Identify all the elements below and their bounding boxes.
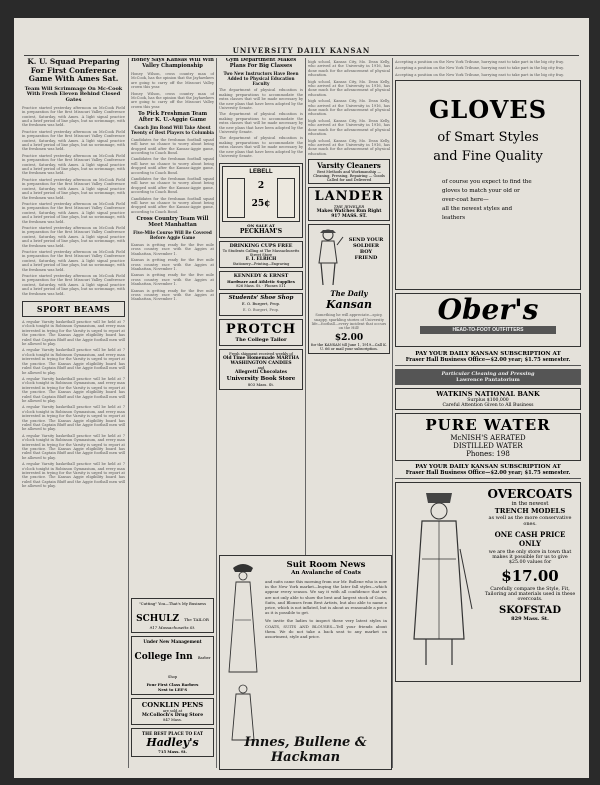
article-text: Accepting a position on the New York Tribune, hurrying east to take part in the big city fray.	[395, 72, 564, 77]
kansan-the-daily: The Daily	[330, 289, 368, 299]
subhead-gym: Two New Instructors Have Been Added to Physical Education Faculty	[223, 70, 299, 86]
tobacco-package	[222, 166, 300, 222]
article-text: Practice started yesterday afternoon on McCook Field in preparation for the first Missouri Valley Conference contest, Saturday, with Ames. A light signal practice and a brief period of line plays, but no scrimmage, with the freshmen was held.	[22, 153, 125, 176]
tobacco-brand: LEBELL	[249, 168, 273, 175]
elrich-services: Stationery—Printing—Engraving	[232, 261, 290, 266]
package-right	[277, 178, 295, 218]
tobacco-price: 25¢	[251, 198, 271, 209]
candies-address: 803 Mass. St.	[247, 381, 275, 387]
ad-gloves	[395, 80, 581, 290]
pantatorium-service: Particular Cleaning and Pressing	[441, 371, 535, 378]
kennedy-goods: Hardware and Athletic Supplies	[227, 278, 295, 284]
subscription-notice-1	[395, 351, 581, 366]
watkins-name: WATKINS NATIONAL BANK	[436, 390, 540, 399]
soldier-line-2: SOLDIER	[352, 243, 380, 250]
candies-and: and	[257, 365, 265, 370]
overcoats-compare: Carefully compare the Style, Fit, Tailoring and materials used in these overcoats.	[484, 587, 576, 603]
headline-honey: Honey Says Kansas Will Win Valley Championship	[131, 58, 214, 69]
ad-hadleys-address: 715 Mass. St.	[158, 749, 187, 754]
ad-watkins-bank	[395, 388, 581, 410]
water-brand: McNISH'S AERATED	[450, 434, 526, 443]
water-product: DISTILLED WATER	[453, 442, 523, 451]
overcoats-trench: TRENCH MODELS	[494, 507, 566, 516]
candies-intro: Fresh shipment received weekly of	[229, 351, 293, 356]
skofstad-name: SKOFSTAD	[498, 605, 561, 617]
article-text: Practice started yesterday afternoon on McCook Field in preparation for the first Missouri Valley Conference contest, Saturday, with Ames. A light signal practice and a brief period of line plays, but no scrimmage, with the freshmen was held.	[22, 129, 125, 152]
article-text: high school, Kansas City, Mo. Dean Kelly, who arrived at the University in 1916, has done much for the advancement of physical education.	[308, 60, 390, 78]
article-text: Accepting a position on the New York Tribune, hurrying east to take part in the big city fray.	[395, 60, 564, 64]
soldier-line-3: BOY	[359, 249, 373, 256]
shoe-shop-text: E. O. Burgert, Prop.	[242, 307, 280, 312]
suit-room-content	[265, 560, 387, 639]
subhead-cross-country: Five-Mile Course Will Be Covered Before Aggie Game	[133, 230, 212, 241]
ad-hadleys	[131, 728, 214, 757]
newspaper-page	[14, 18, 589, 778]
article-text: Kansas is getting ready for the five mile cross country race with the Aggies at Manhattan, November 1.	[131, 242, 214, 256]
package-left	[227, 178, 245, 218]
lander-address: 917 MASS. ST.	[331, 214, 367, 220]
shoe-shop-prop: E. O. Burgert, Prop.	[241, 300, 281, 306]
sport-text: A regular Varsity basketball practice will be held at 7 o'clock tonight in Robinson Gymnasium, and every man interested in trying for the Varsity is urged to report at the practice. The Kansas Aggie eligibility board has ruled that Captain Bluff and the Aggie football men will be allowed to play.	[22, 348, 125, 375]
watkins-surplus: Surplus $100,000	[467, 398, 509, 404]
article-text: Kansas is getting ready for the five mile cross country race with the Aggies at Manhattan, November 1.	[131, 258, 214, 271]
soldier-text	[345, 227, 387, 261]
sport-text: A regular Varsity basketball practice will be held at 7 o'clock tonight in Robinson Gymnasium, and every man interested in trying for the Varsity is urged to report at the practice. The Kansas Aggie eligibility board has ruled that Captain Bluff and the Aggie football men will be allowed to play.	[22, 462, 125, 489]
ad-conklin-sold: are sold at	[162, 709, 183, 713]
article-text: Kansas is getting ready for the five mile cross country race with the Aggies at Manhattan, November 1.	[131, 288, 214, 302]
ad-lebell-tobacco	[219, 163, 303, 238]
overcoats-title: OVERCOATS	[487, 487, 573, 502]
watkins-tagline: Careful Attention Given to All Business	[442, 403, 534, 409]
article-text: Candidates for the freshman football squad will have no chance to worry about being dropped until after the Kansas-Aggie game, according to Coach Bond.	[131, 196, 214, 214]
ad-schulz-address: 917 Massachusetts St.	[149, 625, 196, 630]
subscription-notice-2	[395, 464, 581, 479]
ad-protch	[219, 319, 303, 346]
obers-logo: Ober's	[437, 293, 539, 327]
column-rule	[392, 58, 393, 768]
column-rule	[216, 58, 217, 768]
masthead: UNIVERSITY DAILY KANSAN	[232, 46, 371, 55]
ad-pure-water	[395, 413, 581, 461]
ad-college-inn	[131, 636, 214, 695]
sport-text: A regular Varsity basketball practice will be held at 7 o'clock tonight in Robinson Gymnasium, and every man interested in trying for the Varsity is urged to report at the practice. The Kansas Aggie eligibility board has ruled that Captain Bluff and the Aggie football men will be allowed to play.	[22, 320, 125, 347]
ad-shoe-shop	[219, 293, 303, 316]
article-text: high school, Kansas City, Mo. Dean Kelly, who arrived at the University in 1916, has done much for the advancement of physical education.	[308, 99, 390, 117]
subscription-heading-2: PAY YOUR DAILY KANSAN SUBSCRIPTION AT	[415, 464, 561, 471]
article-text: Accepting a position on the New York Tribune, hurrying east to take part in the big city fray.	[395, 66, 564, 71]
suit-room-body: and suits came this morning from our Mr. Bullene who is now in the New York market—buying the later fall styles—which appear every season. We say it with all confidence that we are not only able to show the best and largest stock of Coats, Suits, and Blouses from Best Artists, but also able to name a price, which is not inflated, but is about as reasonable a price as it is possible to get.	[265, 579, 388, 616]
water-phone: Phones: 198	[466, 450, 510, 459]
gloves-line-2: of Smart Styles	[437, 130, 539, 146]
skofstad-address: 829 Mass. St.	[511, 616, 549, 623]
ad-conklin-store: McColloch's Drug Store	[141, 713, 204, 718]
ad-conklin-address: 847 Mass.	[163, 718, 182, 722]
ad-schulz-tagline: "Cutting" You—That's My Business	[138, 601, 207, 606]
column-1	[22, 58, 125, 768]
candies-store: University Book Store	[226, 375, 296, 382]
kansan-pitch: Something he will appreciate—spicy, snappy, sparkling stories of University life—football—every incident that occurs on the Hill!	[311, 313, 387, 331]
headline-freshman: To Pick Freshman Team After K. U.-Aggie Game	[137, 111, 208, 124]
lander-name: LANDER	[314, 189, 384, 205]
ad-college-inn-mgmt: Under New Management	[143, 639, 202, 644]
ad-hadleys-name: Hadley's	[146, 736, 199, 749]
gloves-text: of course you expect to find the gloves to match your old or over-coat here—	[442, 179, 532, 204]
pantatorium-name: Lawrence Pantatorium	[456, 377, 520, 384]
cleaners-name: Varsity Cleaners	[317, 161, 381, 171]
suit-room-signature: Innes, Bullene & Hackman	[244, 735, 367, 765]
elrich-name: F. I. ELRICH	[245, 256, 277, 262]
headline-cross-country: Cross Country Team Will Meet Manhattan	[136, 216, 209, 229]
article-text: Kansas is getting ready for the five mile cross country race with the Aggies at Manhattan, November 1.	[131, 273, 214, 287]
kennedy-name: KENNEDY & ERNST	[233, 272, 289, 279]
ad-schulz-name: SCHULZ	[136, 614, 180, 624]
masthead-rule	[24, 55, 579, 56]
sport-text: A regular Varsity basketball practice will be held at 7 o'clock tonight in Robinson Gymnasium, and every man interested in trying for the Varsity is urged to report at the practice. The Kansas Aggie eligibility board has ruled that Captain Bluff and the Aggie football men will be allowed to play.	[22, 405, 125, 432]
gloves-line-3: and Fine Quality	[433, 149, 543, 165]
ad-college-inn-location: Next to LEE'S	[157, 687, 188, 692]
lander-jeweler: THE JEWELER	[333, 204, 365, 210]
cups-text: To Students Calling at The Massachusetts Street Store	[222, 248, 300, 257]
kennedy-address: 826 Mass. St.	[236, 283, 262, 288]
article-text: Candidates for the freshman football squad will have no chance to worry about being dropped until after the Kansas-Aggie game, according to Coach Bond.	[131, 137, 214, 155]
article-text: high school, Kansas City, Mo. Dean Kelly, who arrived at the University in 1916, has done much for the advancement of physical education.	[308, 79, 390, 97]
sport-text: A regular Varsity basketball practice will be held at 7 o'clock tonight in Robinson Gymnasium, and every man interested in trying for the Varsity is urged to report at the practice. The Kansas Aggie eligibility board has ruled that Captain Bluff and the Aggie football men will be allowed to play.	[22, 376, 125, 403]
candies-allegretti: Allegretti Chocolates	[235, 369, 287, 375]
article-text: Candidates for the freshman football squad will have no chance to worry about being dropped until after the Kansas-Aggie game, according to Coach Bond.	[131, 157, 214, 175]
article-text: Practice started yesterday afternoon on McCook Field in preparation for the first Missouri Valley Conference contest, Saturday, with Ames. A light signal practice and a brief period of line plays, but no scrimmage, with the freshmen was held.	[22, 274, 125, 296]
ad-lawrence-pantatorium	[395, 369, 581, 385]
cups-heading: DRINKING CUPS FREE	[229, 242, 293, 249]
article-text: The department of physical education is making preparations to accommodate the extra classes that will be made necessary by the new plans that have been adopted by the University Senate.	[219, 88, 303, 111]
article-text: high school, Kansas City, Mo. Dean Kelly, who arrived at the University in 1916, has done much for the advancement of physical education.	[308, 138, 390, 156]
water-title: PURE WATER	[425, 416, 551, 435]
gloves-title: GLOVES	[428, 95, 548, 125]
ad-hadleys-tagline: THE BEST PLACE TO EAT	[142, 731, 203, 736]
article-text: Practice started yesterday afternoon on McCook Field in preparation for the first Missouri Valley Conference contest, Saturday, with Ames. A light signal practice and a brief period of line plays, but no scrimmage, with the freshmen was held.	[22, 177, 125, 200]
suit-room-subtitle: An Avalanche of Coats	[291, 570, 361, 576]
candies-brand: Old Time Homemade MARTHA WASHINGTON CANDIES	[222, 355, 300, 366]
article-text: Honey Wilson, cross country man of McCook, has the opinion that the Jayhawkers are going to carry off the Missouri Valley crown this year.	[131, 71, 214, 90]
shoe-shop-name: Students' Shoe Shop	[228, 294, 294, 301]
cleaners-text: Best Methods and Workmanship — Cleaning, Pressing, Repairing — Goods Called for and Delivered	[313, 170, 385, 183]
column-rule	[128, 58, 129, 768]
obers-tagline: HEAD-TO-FOOT OUTFITTERS	[420, 326, 556, 334]
column-2	[131, 58, 214, 768]
subhead-freshman: Coach Jim Bond Will Take About Twenty of Best Players to Columbia	[131, 125, 214, 135]
overcoats-price: $17.00	[501, 567, 559, 586]
ad-schulz-tailor: The TAILOR	[184, 617, 209, 622]
subhead-scrimmage: Team Will Scrimmage On Mc-Cook With Fresh Eleven Behind Closed Gates	[24, 85, 123, 104]
headline-gym: Gym Department Makes Plans For Big Classes	[225, 58, 297, 69]
ad-schulz	[131, 598, 214, 633]
soldier-row	[311, 227, 387, 289]
soldier-line-1: SEND YOUR	[348, 237, 384, 244]
protch-name: PROTCH	[225, 321, 297, 337]
protch-tagline: The College Tailor	[235, 336, 287, 343]
article-text: Practice started yesterday afternoon on McCook Field in preparation for the first Missouri Valley Conference contest, Saturday, with Ames. A light signal practice and a brief period of line plays, but no scrimmage, with the freshmen was held.	[22, 201, 125, 224]
overcoats-value-text: we are the only store in town that makes it possible for us to give $25.00 values for	[488, 550, 572, 566]
kennedy-phone: Phones 511	[264, 283, 286, 288]
ad-obers	[395, 293, 581, 347]
subscription-terms-1: Fraser Hall Business Office—$2.00 year; $1.75 semester.	[405, 357, 571, 364]
lander-tagline: Makes Watches Run Right	[316, 209, 382, 215]
article-text: Practice started yesterday afternoon on McCook Field in preparation for the first Missouri Valley Conference contest, Saturday, with Ames. A light signal practice and a brief period of line plays, but no scrimmage, with the freshmen was held.	[22, 249, 125, 272]
ad-college-inn-barbers: Four First Class Barbers	[146, 682, 199, 687]
suit-room-title: Suit Room News	[286, 560, 366, 570]
ad-college-inn-name: College Inn	[134, 652, 193, 662]
ad-varsity-cleaners	[308, 159, 390, 184]
overcoats-line-2: in the newest	[511, 501, 549, 508]
article-text: Practice started yesterday afternoon on McCook Field in preparation for the first Missouri Valley Conference contest, Saturday, with Ames. A light signal practice and a brief period of line plays, but no scrimmage, with the freshmen was held.	[22, 105, 125, 128]
soldier-line-4: FRIEND	[354, 255, 378, 262]
subscription-heading-1: PAY YOUR DAILY KANSAN SUBSCRIPTION AT	[415, 351, 561, 358]
tobacco-count: 2	[257, 180, 265, 191]
ad-drinking-cups	[219, 241, 303, 268]
sport-text: A regular Varsity basketball practice will be held at 7 o'clock tonight in Robinson Gymnasium, and every man interested in trying for the Varsity is urged to report at the practice. The Kansas Aggie eligibility board has ruled that Captain Bluff and the Aggie football men will be allowed to play.	[22, 433, 125, 460]
article-text: Candidates for the freshman football squad will have no chance to worry about being dropped until after the Kansas-Aggie game, according to Coach Bond.	[131, 177, 214, 195]
sale-store: PECKHAM'S	[239, 227, 283, 235]
sale-label: ON SALE AT	[247, 222, 275, 228]
ad-overcoats	[395, 482, 581, 682]
headline-ku-squad: K. U. Squad Preparing For First Conference Game With Ames Sat.	[27, 58, 120, 84]
ad-kennedy-ernst: KENNEDY & ERNST Hardware and Athletic Supplies 826 Mass. St. · Phones 511	[219, 271, 303, 290]
article-text: Practice started yesterday afternoon on McCook Field in preparation for the first Missouri Valley Conference contest, Saturday, with Ames. A light signal practice and a brief period of line plays, but no scrimmage, with the freshmen was held.	[22, 225, 125, 248]
ad-conklin-name: CONKLIN PENS	[141, 701, 204, 709]
ad-stack	[131, 595, 214, 760]
gloves-text-2: all the newest styles and leathers	[442, 206, 513, 222]
kansan-price: $2.00	[334, 332, 364, 343]
kansan-title: Kansan	[325, 298, 372, 312]
soldier-illustration	[311, 227, 345, 289]
man-overcoat-illustration	[400, 489, 478, 675]
woman-illustration	[223, 560, 263, 680]
article-text: Honey Wilson, cross country man of McCook, has the opinion that the Jayhawkers are going to carry off the Missouri Valley crown this year.	[131, 91, 214, 109]
ad-college-inn-shop: Barber Shop	[167, 656, 211, 679]
suit-room-body-2: We invite the ladies to inspect these very latest styles in COATS, SUITS AND BLOUSES—Tell your friends about them. We do not take a back seat to any market on assortment, style and price.	[265, 618, 387, 640]
woman-illustration-2	[223, 682, 263, 742]
ad-suit-room	[219, 555, 392, 770]
article-text: The department of physical education is making preparations to accommodate the extra classes that will be made necessary by the new plans that have been adopted by the University Senate.	[219, 136, 303, 159]
sport-beams-heading: SPORT BEAMS	[22, 301, 125, 317]
ad-candies	[219, 349, 303, 390]
subscription-terms-2: Fraser Hall Business Office—$2.00 year; $1.75 semester.	[405, 470, 571, 477]
overcoats-conservative: as well as the more conservative ones.	[488, 515, 572, 528]
ad-daily-kansan	[308, 224, 390, 354]
column-5	[395, 58, 581, 768]
kansan-price-terms: for the KANSAN till June 1, 1919—Call K. U. 66 or mail your subscription.	[311, 342, 387, 351]
article-text: high school, Kansas City, Mo. Dean Kelly, who arrived at the University in 1916, has done much for the advancement of physical education.	[308, 118, 390, 137]
article-text: The department of physical education is making preparations to accommodate the extra classes that will be made necessary by the new plans that have been adopted by the University Senate.	[219, 112, 303, 135]
overcoats-content	[484, 487, 576, 622]
ad-lander	[308, 187, 390, 221]
overcoats-cash-price: ONE CASH PRICE ONLY	[494, 530, 566, 549]
column-4	[308, 58, 390, 552]
ad-conklin	[131, 698, 214, 725]
